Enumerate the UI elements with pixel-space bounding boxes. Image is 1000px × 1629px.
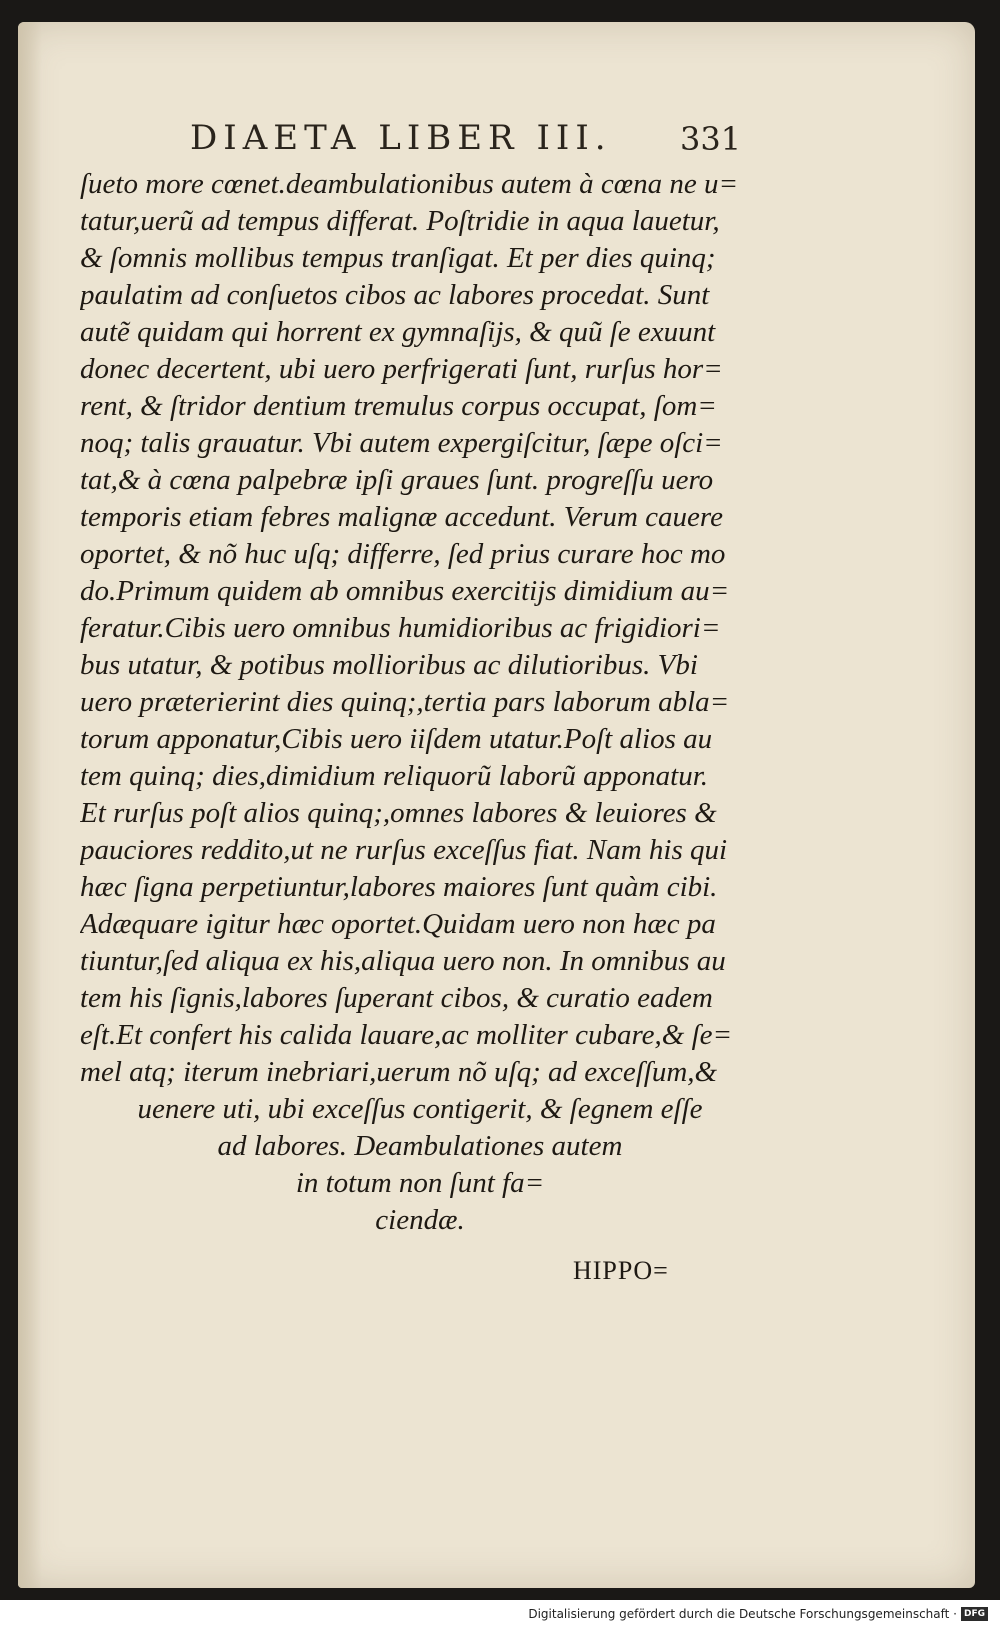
- digitization-credit: [528, 1603, 988, 1625]
- text-line: noq; talis grauatur. Vbi autem expergiſcitur, ſæpe oſci=: [80, 427, 723, 459]
- text-line: mel atq; iterum inebriari,uerum nõ uſq; ad exceſſum,&: [80, 1056, 718, 1088]
- credit-text: Digitalisierung gefördert durch die Deutsche Forschungsgemeinschaft ·: [528, 1607, 957, 1621]
- page-gutter-shadow: [18, 22, 42, 1588]
- body-text: [80, 166, 760, 1239]
- text-line: eſt.Et confert his calida lauare,ac molliter cubare,& ſe=: [80, 1019, 733, 1051]
- text-line: temporis etiam febres malignæ accedunt. Verum cauere: [80, 501, 723, 533]
- text-line-taper: uenere uti, ubi exceſſus contigerit, & ſegnem eſſe: [137, 1093, 703, 1125]
- text-line: tat,& à cœna palpebræ ipſi graues ſunt. progreſſu uero: [80, 464, 714, 496]
- text-line: tiuntur,ſed aliqua ex his,aliqua uero non. In omnibus au: [80, 945, 726, 977]
- text-line: tem his ſignis,labores ſuperant cibos, & curatio eadem: [80, 982, 713, 1014]
- dfg-logo-badge: DFG: [961, 1607, 988, 1621]
- text-line: oportet, & nõ huc uſq; differre, ſed prius curare hoc mo: [80, 538, 726, 570]
- running-head: DIAETA LIBER III.: [190, 118, 612, 158]
- text-line: do.Primum quidem ab omnibus exercitijs dimidium au=: [80, 575, 730, 607]
- text-line: torum apponatur,Cibis uero iiſdem utatur.Poſt alios au: [80, 723, 713, 755]
- text-line: Adæquare igitur hæc oportet.Quidam uero non hæc pa: [80, 908, 716, 940]
- text-line: feratur.Cibis uero omnibus humidioribus ac frigidiori=: [80, 612, 721, 644]
- text-line: & ſomnis mollibus tempus tranſigat. Et per dies quinq;: [80, 242, 716, 274]
- text-line-taper: ad labores. Deambulationes autem: [217, 1130, 623, 1162]
- text-line: ſueto more cœnet.deambulationibus autem à cœna ne u=: [80, 168, 739, 200]
- text-line: Et rurſus poſt alios quinq;,omnes labores & leuiores &: [80, 797, 717, 829]
- text-line: bus utatur, & potibus mollioribus ac dilutioribus. Vbi: [80, 649, 698, 681]
- text-line-taper: in totum non ſunt fa=: [295, 1167, 545, 1199]
- catchword: HIPPO=: [573, 1256, 669, 1285]
- text-line: rent, & ſtridor dentium tremulus corpus occupat, ſom=: [80, 390, 717, 422]
- text-line: autẽ quidam qui horrent ex gymnaſijs, & quũ ſe exuunt: [80, 316, 716, 348]
- text-line: tatur,uerũ ad tempus differat. Poſtridie in aqua lauetur,: [80, 205, 720, 237]
- text-line: paulatim ad conſuetos cibos ac labores procedat. Sunt: [80, 279, 710, 311]
- text-line-taper: ciendæ.: [375, 1204, 465, 1236]
- page-number: 331: [680, 120, 742, 158]
- text-line: tem quinq; dies,dimidium reliquorũ laborũ apponatur.: [80, 760, 709, 792]
- text-line: pauciores reddito,ut ne rurſus exceſſus fiat. Nam his qui: [80, 834, 728, 866]
- text-line: donec decertent, ubi uero perfrigerati ſunt, rurſus hor=: [80, 353, 723, 385]
- text-line: uero præterierint dies quinq;,tertia pars laborum abla=: [80, 686, 730, 718]
- text-line: hæc ſigna perpetiuntur,labores maiores ſunt quàm cibi.: [80, 871, 718, 903]
